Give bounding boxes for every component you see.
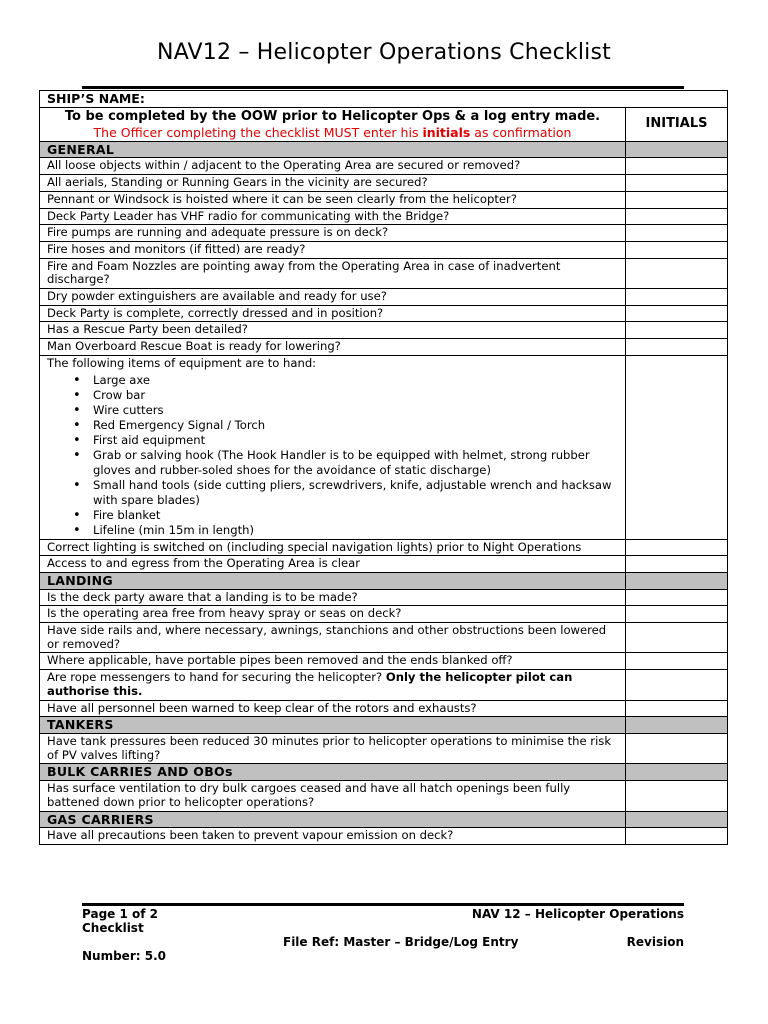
checklist-row: [40, 258, 728, 288]
section-tankers: [40, 717, 728, 734]
section-gas-carriers: [40, 811, 728, 828]
footer-doc-title: NAV 12 – Helicopter Operations: [471, 907, 684, 921]
initials-cell[interactable]: [626, 733, 728, 763]
checklist-item: Access to and egress from the Operating Area is clear: [40, 556, 626, 573]
initials-cell[interactable]: [626, 225, 728, 242]
checklist-row: [40, 289, 728, 306]
section-landing: [40, 572, 728, 589]
rope-item-note: Only the helicopter pilot can authorise this.: [47, 670, 573, 698]
checklist-item: Have all precautions been taken to prevent vapour emission on deck?: [40, 828, 626, 845]
ship-name-row: [40, 91, 728, 108]
initials-cell[interactable]: [626, 781, 728, 811]
equipment-item: • Fire blanket: [93, 508, 618, 523]
header-row: [40, 107, 728, 141]
checklist-row: [40, 733, 728, 763]
initials-cell[interactable]: [626, 700, 728, 717]
section-initials-cell: [626, 141, 728, 158]
checklist-item: Fire and Foam Nozzles are pointing away from the Operating Area in case of inadvertent discharge?: [40, 258, 626, 288]
checklist-row: [40, 241, 728, 258]
rope-item-text: Are rope messengers to hand for securing the helicopter?: [47, 670, 386, 685]
checklist-row: [40, 623, 728, 653]
initials-cell[interactable]: [626, 828, 728, 845]
checklist-row: [40, 322, 728, 339]
checklist-item: Where applicable, have portable pipes been removed and the ends blanked off?: [40, 653, 626, 670]
equipment-list: [47, 373, 618, 538]
initials-cell[interactable]: [626, 191, 728, 208]
checklist-item: [40, 670, 626, 700]
initials-cell[interactable]: [626, 339, 728, 356]
footer-file-ref: File Ref: Master – Bridge/Log Entry: [283, 935, 519, 949]
section-initials-cell: [626, 764, 728, 781]
checklist-item: Correct lighting is switched on (including special navigation lights) prior to Night Operations: [40, 539, 626, 556]
section-bulk-carriers: [40, 764, 728, 781]
checklist-row: [40, 670, 728, 700]
equipment-intro: The following items of equipment are to hand:: [47, 355, 317, 370]
checklist-item: Has surface ventilation to dry bulk cargoes ceased and have all hatch openings been fully battened down prior to helicopter operations?: [40, 781, 626, 811]
checklist-item: All aerials, Standing or Running Gears in the vicinity are secured?: [40, 175, 626, 192]
checklist-row: [40, 606, 728, 623]
section-initials-cell: [626, 811, 728, 828]
footer-checklist: Checklist: [82, 921, 144, 935]
initials-cell[interactable]: [626, 322, 728, 339]
checklist-row: [40, 305, 728, 322]
initials-cell[interactable]: [626, 589, 728, 606]
ship-name-label: SHIP’S NAME:: [40, 91, 728, 108]
section-title: BULK CARRIES AND OBOs: [40, 764, 626, 781]
document-title: NAV12 – Helicopter Operations Checklist: [157, 40, 611, 65]
equipment-item: • Grab or salving hook (The Hook Handler is to be equipped with helmet, strong rubber gloves and rubber-soled shoes for the avoidance of static discharge): [93, 448, 618, 478]
checklist-item: Have tank pressures been reduced 30 minutes prior to helicopter operations to minimise the risk of PV valves lifting?: [40, 733, 626, 763]
warning-text-post: as confirmation: [470, 124, 572, 140]
section-title: GENERAL: [40, 141, 626, 158]
checklist-item: Pennant or Windsock is hoisted where it can be seen clearly from the helicopter?: [40, 191, 626, 208]
checklist-row: [40, 539, 728, 556]
checklist-row: [40, 700, 728, 717]
equipment-item: • Red Emergency Signal / Torch: [93, 418, 618, 433]
section-general: [40, 141, 728, 158]
initials-warning: [47, 125, 618, 140]
initials-cell[interactable]: [626, 556, 728, 573]
equipment-item: • Large axe: [93, 373, 618, 388]
checklist-row: [40, 175, 728, 192]
checklist-item: Is the deck party aware that a landing is to be made?: [40, 589, 626, 606]
instruction-text: To be completed by the OOW prior to Helicopter Ops & a log entry made.: [64, 108, 601, 124]
equipment-item: • Crow bar: [93, 388, 618, 403]
checklist-item: All loose objects within / adjacent to the Operating Area are secured or removed?: [40, 158, 626, 175]
checklist-item: Fire pumps are running and adequate pressure is on deck?: [40, 225, 626, 242]
equipment-cell: [40, 355, 626, 539]
checklist-item: Have side rails and, where necessary, awnings, stanchions and other obstructions been lowered or removed?: [40, 623, 626, 653]
checklist-item: Has a Rescue Party been detailed?: [40, 322, 626, 339]
section-title: LANDING: [40, 572, 626, 589]
header-instructions: [40, 107, 626, 141]
checklist-row: [40, 653, 728, 670]
initials-cell[interactable]: [626, 539, 728, 556]
initials-cell[interactable]: [626, 208, 728, 225]
checklist-row: [40, 781, 728, 811]
checklist-item: Man Overboard Rescue Boat is ready for lowering?: [40, 339, 626, 356]
footer-revision-number: Number: 5.0: [82, 949, 166, 963]
checklist-row: [40, 339, 728, 356]
section-initials-cell: [626, 572, 728, 589]
initials-cell[interactable]: [626, 175, 728, 192]
initials-cell[interactable]: [626, 623, 728, 653]
section-title: TANKERS: [40, 717, 626, 734]
section-title: GAS CARRIERS: [40, 811, 626, 828]
section-initials-cell: [626, 717, 728, 734]
checklist-row: [40, 191, 728, 208]
warning-text-pre: The Officer completing the checklist MUST enter his: [93, 124, 423, 140]
checklist-row: [40, 589, 728, 606]
checklist-item: Dry powder extinguishers are available and ready for use?: [40, 289, 626, 306]
initials-cell[interactable]: [626, 305, 728, 322]
checklist-item: Is the operating area free from heavy spray or seas on deck?: [40, 606, 626, 623]
checklist-item: Have all personnel been warned to keep clear of the rotors and exhausts?: [40, 700, 626, 717]
warning-text-bold: initials: [422, 124, 471, 140]
checklist-item: Fire hoses and monitors (if fitted) are ready?: [40, 241, 626, 258]
initials-cell[interactable]: [626, 670, 728, 700]
initials-cell[interactable]: [626, 653, 728, 670]
checklist-row: [40, 556, 728, 573]
equipment-item: • First aid equipment: [93, 433, 618, 448]
footer-revision: Revision: [626, 935, 684, 949]
checklist-item: Deck Party is complete, correctly dressed and in position?: [40, 305, 626, 322]
footer-rule: [82, 903, 684, 906]
equipment-item: • Wire cutters: [93, 403, 618, 418]
initials-cell[interactable]: [626, 158, 728, 175]
initials-cell[interactable]: [626, 258, 728, 288]
initials-cell[interactable]: [626, 289, 728, 306]
footer-page-number: Page 1 of 2: [82, 907, 158, 921]
checklist-table: [39, 90, 728, 845]
equipment-row: [40, 355, 728, 539]
equipment-item: • Lifeline (min 15m in length): [93, 523, 618, 538]
title-rule: [82, 86, 684, 89]
checklist-row: [40, 158, 728, 175]
initials-cell[interactable]: [626, 355, 728, 539]
checklist-item: Deck Party Leader has VHF radio for communicating with the Bridge?: [40, 208, 626, 225]
initials-cell[interactable]: [626, 606, 728, 623]
checklist-row: [40, 828, 728, 845]
checklist-row: [40, 225, 728, 242]
initials-header: INITIALS: [626, 107, 728, 141]
initials-cell[interactable]: [626, 241, 728, 258]
equipment-item: • Small hand tools (side cutting pliers, screwdrivers, knife, adjustable wrench and hacksaw with spare blades): [93, 478, 618, 508]
checklist-row: [40, 208, 728, 225]
